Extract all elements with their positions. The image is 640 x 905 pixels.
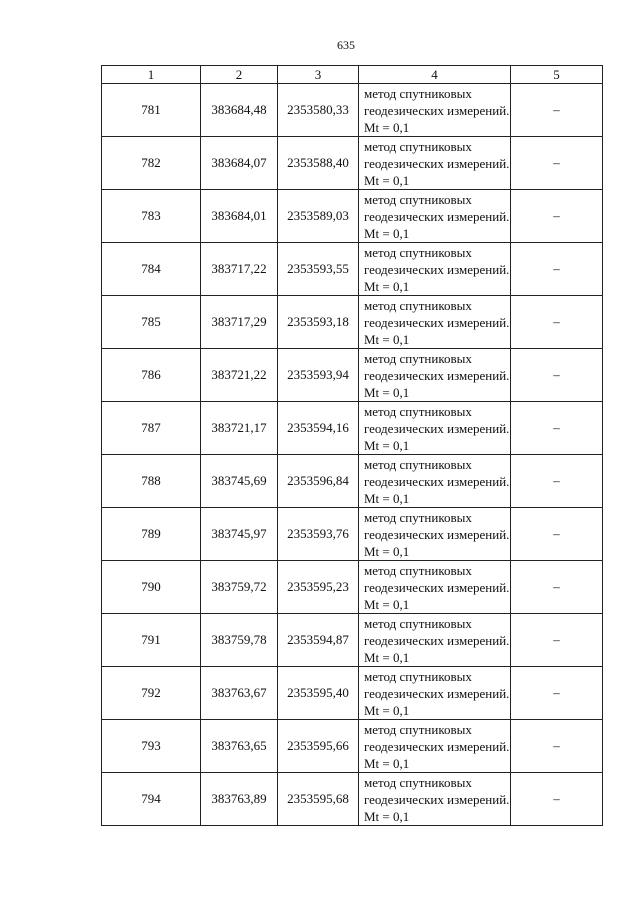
table-row — [102, 296, 603, 349]
method-cell: метод спутниковых геодезических измерений. Mt = 0,1 — [359, 720, 511, 773]
method-cell: метод спутниковых геодезических измерений. Mt = 0,1 — [359, 614, 511, 667]
extra-cell: – — [511, 402, 603, 455]
method-cell: метод спутниковых геодезических измерений. Mt = 0,1 — [359, 561, 511, 614]
point-number-cell: 787 — [102, 402, 201, 455]
x-coordinate-cell: 383745,69 — [201, 455, 278, 508]
method-cell: метод спутниковых геодезических измерений. Mt = 0,1 — [359, 243, 511, 296]
extra-cell: – — [511, 773, 603, 826]
x-coordinate-cell: 383721,22 — [201, 349, 278, 402]
y-coordinate-cell: 2353595,23 — [278, 561, 359, 614]
point-number-cell: 789 — [102, 508, 201, 561]
table-row — [102, 773, 603, 826]
table-row — [102, 349, 603, 402]
x-coordinate-cell: 383763,65 — [201, 720, 278, 773]
extra-cell: – — [511, 84, 603, 137]
extra-cell: – — [511, 349, 603, 402]
page-number: 635 — [337, 38, 355, 52]
column-header-1: 1 — [102, 66, 201, 84]
x-coordinate-cell: 383684,48 — [201, 84, 278, 137]
point-number-cell: 792 — [102, 667, 201, 720]
y-coordinate-cell: 2353594,16 — [278, 402, 359, 455]
point-number-cell: 782 — [102, 137, 201, 190]
method-cell: метод спутниковых геодезических измерений. Mt = 0,1 — [359, 773, 511, 826]
extra-cell: – — [511, 137, 603, 190]
table-row — [102, 561, 603, 614]
method-cell: метод спутниковых геодезических измерений. Mt = 0,1 — [359, 508, 511, 561]
x-coordinate-cell: 383717,29 — [201, 296, 278, 349]
point-number-cell: 785 — [102, 296, 201, 349]
point-number-cell: 790 — [102, 561, 201, 614]
extra-cell: – — [511, 455, 603, 508]
table-row — [102, 614, 603, 667]
method-cell: метод спутниковых геодезических измерений. Mt = 0,1 — [359, 667, 511, 720]
x-coordinate-cell: 383717,22 — [201, 243, 278, 296]
coordinates-table — [101, 65, 603, 826]
extra-cell: – — [511, 243, 603, 296]
y-coordinate-cell: 2353589,03 — [278, 190, 359, 243]
x-coordinate-cell: 383721,17 — [201, 402, 278, 455]
point-number-cell: 791 — [102, 614, 201, 667]
y-coordinate-cell: 2353580,33 — [278, 84, 359, 137]
table-row — [102, 455, 603, 508]
table-row — [102, 84, 603, 137]
column-header-3: 3 — [278, 66, 359, 84]
point-number-cell: 781 — [102, 84, 201, 137]
column-header-2: 2 — [201, 66, 278, 84]
method-cell: метод спутниковых геодезических измерений. Mt = 0,1 — [359, 402, 511, 455]
table-row — [102, 667, 603, 720]
table-header-row — [102, 66, 603, 84]
extra-cell: – — [511, 190, 603, 243]
x-coordinate-cell: 383759,78 — [201, 614, 278, 667]
point-number-cell: 793 — [102, 720, 201, 773]
table-row — [102, 137, 603, 190]
method-cell: метод спутниковых геодезических измерений. Mt = 0,1 — [359, 137, 511, 190]
y-coordinate-cell: 2353595,40 — [278, 667, 359, 720]
y-coordinate-cell: 2353594,87 — [278, 614, 359, 667]
x-coordinate-cell: 383763,89 — [201, 773, 278, 826]
x-coordinate-cell: 383763,67 — [201, 667, 278, 720]
method-cell: метод спутниковых геодезических измерений. Mt = 0,1 — [359, 455, 511, 508]
method-cell: метод спутниковых геодезических измерений. Mt = 0,1 — [359, 296, 511, 349]
y-coordinate-cell: 2353588,40 — [278, 137, 359, 190]
method-cell: метод спутниковых геодезических измерений. Mt = 0,1 — [359, 84, 511, 137]
table-row — [102, 243, 603, 296]
column-header-4: 4 — [359, 66, 511, 84]
y-coordinate-cell: 2353593,55 — [278, 243, 359, 296]
y-coordinate-cell: 2353593,94 — [278, 349, 359, 402]
x-coordinate-cell: 383759,72 — [201, 561, 278, 614]
table-row — [102, 190, 603, 243]
y-coordinate-cell: 2353593,76 — [278, 508, 359, 561]
table-row — [102, 402, 603, 455]
extra-cell: – — [511, 720, 603, 773]
method-cell: метод спутниковых геодезических измерений. Mt = 0,1 — [359, 349, 511, 402]
y-coordinate-cell: 2353593,18 — [278, 296, 359, 349]
point-number-cell: 788 — [102, 455, 201, 508]
point-number-cell: 794 — [102, 773, 201, 826]
table-row — [102, 508, 603, 561]
column-header-5: 5 — [511, 66, 603, 84]
method-cell: метод спутниковых геодезических измерений. Mt = 0,1 — [359, 190, 511, 243]
y-coordinate-cell: 2353595,66 — [278, 720, 359, 773]
table-row — [102, 720, 603, 773]
y-coordinate-cell: 2353595,68 — [278, 773, 359, 826]
point-number-cell: 784 — [102, 243, 201, 296]
extra-cell: – — [511, 508, 603, 561]
x-coordinate-cell: 383684,07 — [201, 137, 278, 190]
x-coordinate-cell: 383684,01 — [201, 190, 278, 243]
x-coordinate-cell: 383745,97 — [201, 508, 278, 561]
point-number-cell: 783 — [102, 190, 201, 243]
extra-cell: – — [511, 561, 603, 614]
y-coordinate-cell: 2353596,84 — [278, 455, 359, 508]
extra-cell: – — [511, 667, 603, 720]
extra-cell: – — [511, 296, 603, 349]
extra-cell: – — [511, 614, 603, 667]
point-number-cell: 786 — [102, 349, 201, 402]
